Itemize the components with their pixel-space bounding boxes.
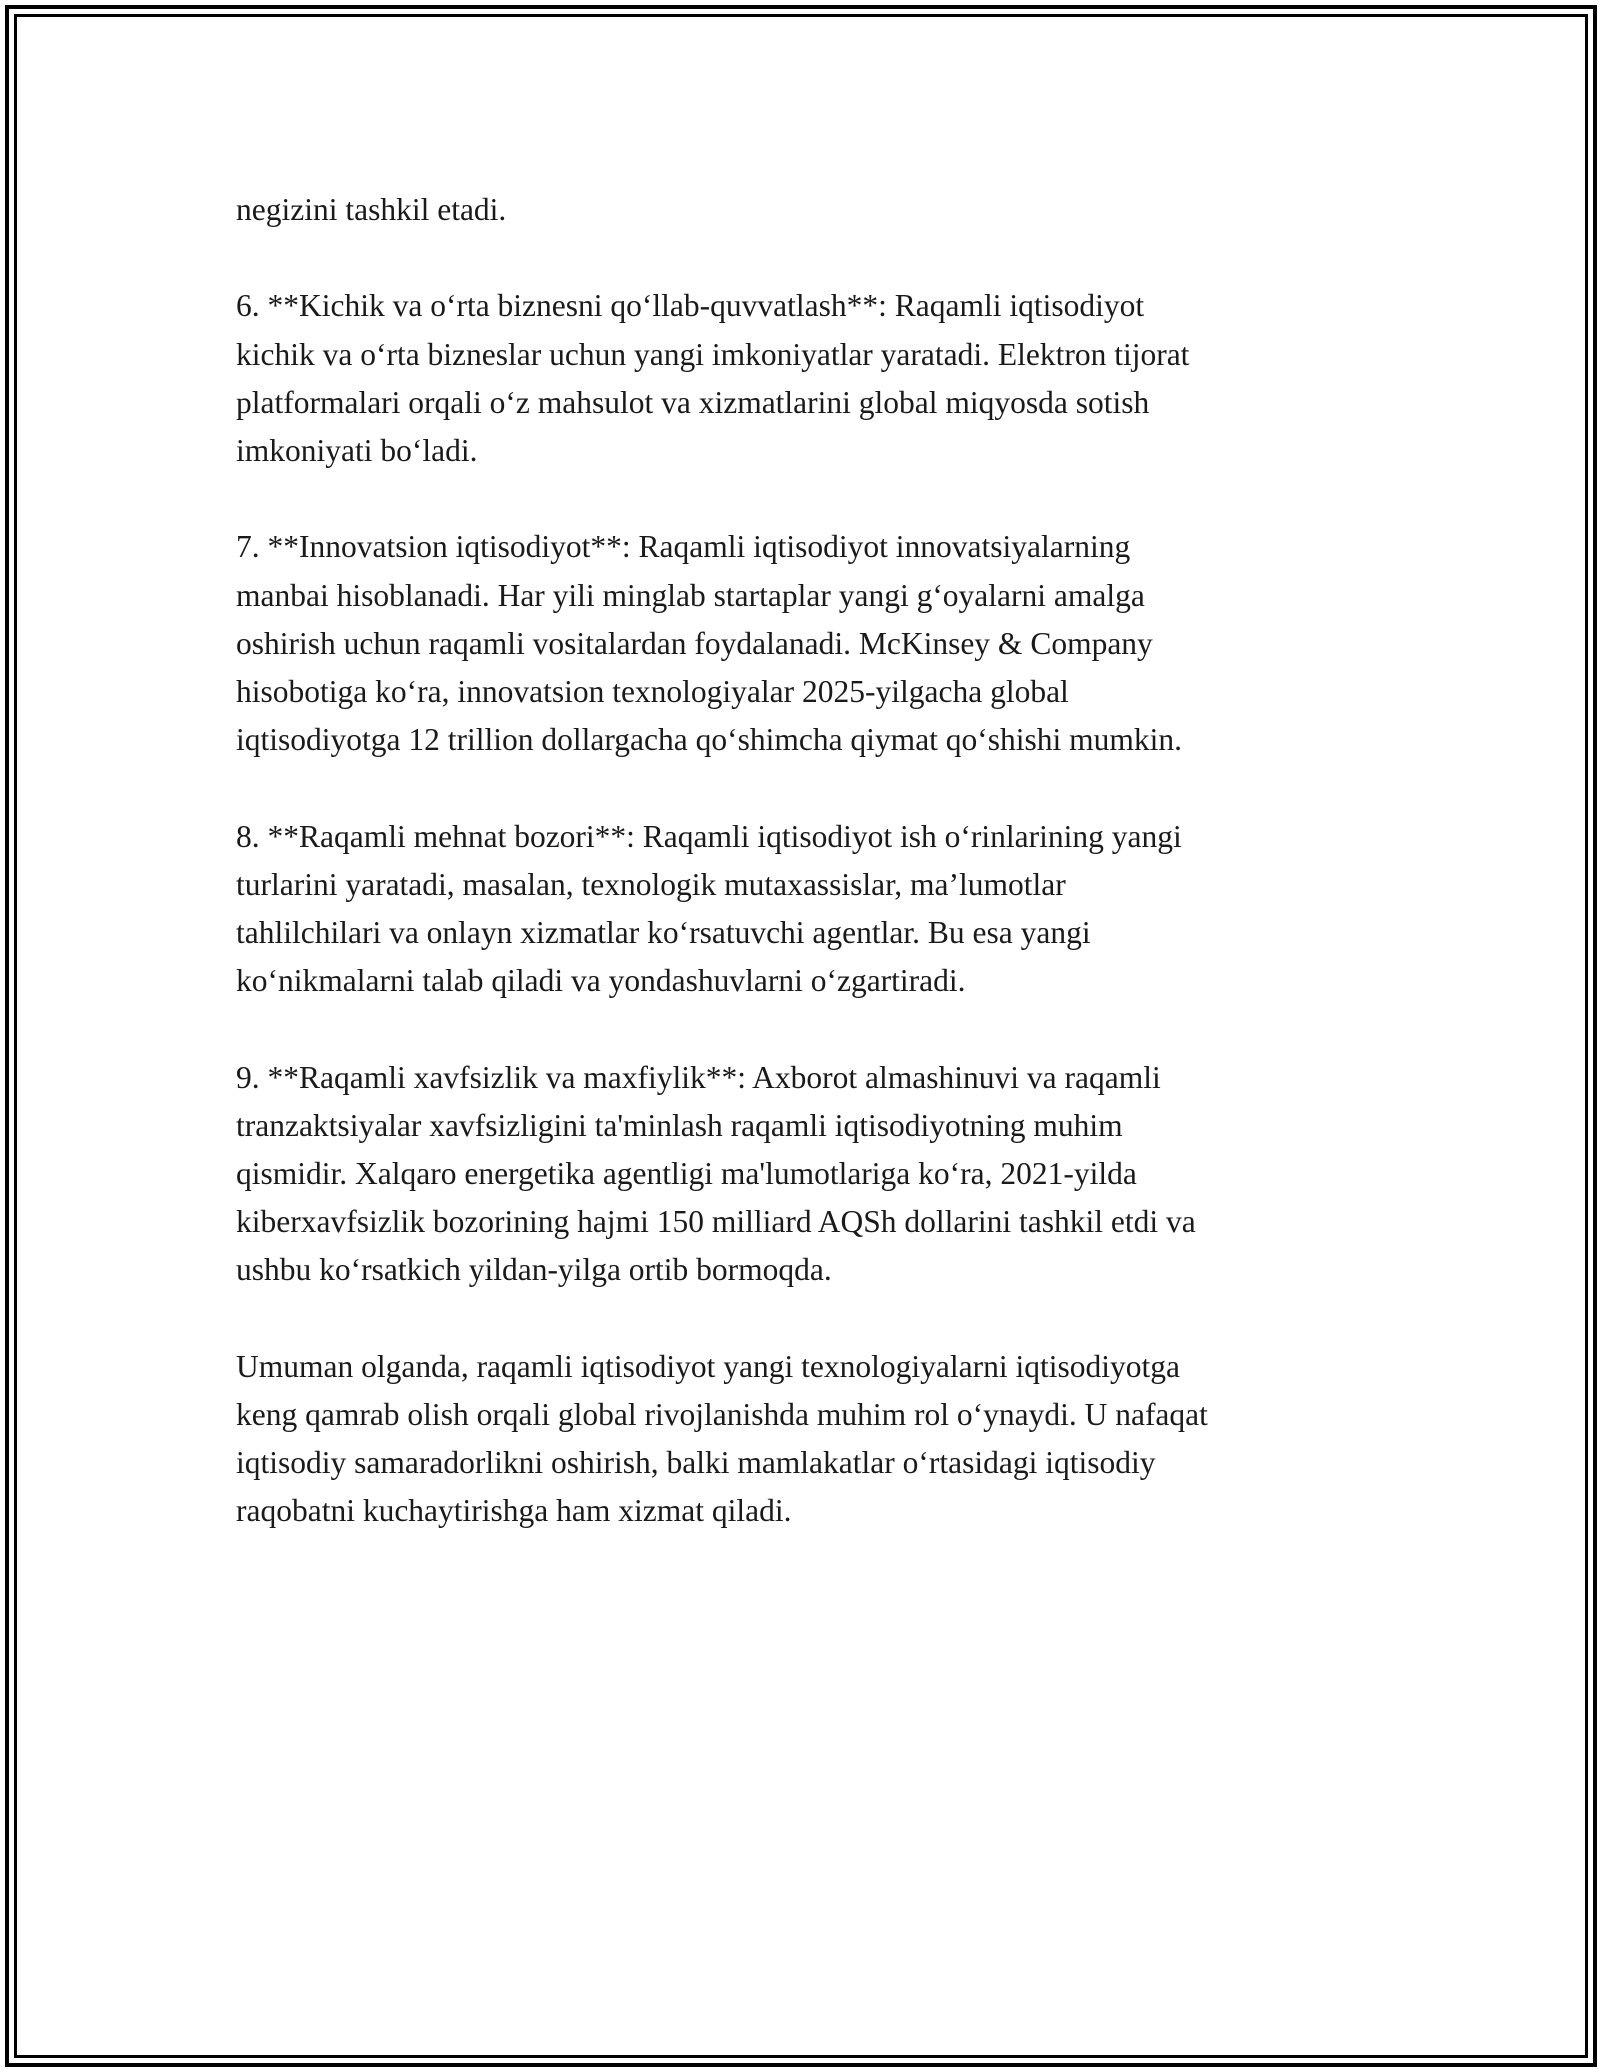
paragraph-item-7: [236, 523, 1396, 764]
text-line: ko‘nikmalarni talab qiladi va yondashuvlarni o‘zgartiradi.: [236, 963, 966, 999]
text-line: 9. **Raqamli xavfsizlik va maxfiylik**: Axborot almashinuvi va raqamli: [236, 1059, 1161, 1095]
text-line: kiberxavfsizlik bozorining hajmi 150 milliard AQSh dollarini tashkil etdi va: [236, 1204, 1196, 1240]
text-line: qismidir. Xalqaro energetika agentligi ma'lumotlariga ko‘ra, 2021-yilda: [236, 1156, 1137, 1191]
text-line: negizini tashkil etadi.: [236, 192, 507, 227]
text-line: tahlilchilari va onlayn xizmatlar ko‘rsatuvchi agentlar. Bu esa yangi: [236, 915, 1091, 950]
text-line: tranzaktsiyalar xavfsizligini ta'minlash raqamli iqtisodiyotning muhim: [236, 1107, 1123, 1143]
text-line: kichik va o‘rta bizneslar uchun yangi imkoniyatlar yaratadi. Elektron tijorat: [236, 336, 1190, 372]
text-line: iqtisodiyotga 12 trillion dollargacha qo‘shimcha qiymat qo‘shishi mumkin.: [236, 722, 1183, 758]
text-line: hisobotiga ko‘ra, innovatsion texnologiyalar 2025-yilgacha global: [236, 674, 1069, 709]
text-line: raqobatni kuchaytirishga ham xizmat qiladi.: [236, 1493, 792, 1529]
text-line: keng qamrab olish orqali global rivojlanishda muhim rol o‘ynaydi. U nafaqat: [236, 1397, 1208, 1432]
text-line: ushbu ko‘rsatkich yildan-yilga ortib bormoqda.: [236, 1252, 832, 1288]
paragraph-continuation: [236, 186, 1396, 234]
text-line: oshirish uchun raqamli vositalardan foydalanadi. McKinsey & Company: [236, 625, 1153, 661]
text-line: manbai hisoblanadi. Har yili minglab startaplar yangi g‘oyalarni amalga: [236, 577, 1145, 613]
text-line: 6. **Kichik va o‘rta biznesni qo‘llab-quvvatlash**: Raqamli iqtisodiyot: [236, 288, 1145, 324]
paragraph-item-9: [236, 1054, 1396, 1295]
paragraph-item-8: [236, 813, 1396, 1006]
text-line: 7. **Innovatsion iqtisodiyot**: Raqamli iqtisodiyot innovatsiyalarning: [236, 529, 1131, 565]
text-line: imkoniyati bo‘ladi.: [236, 433, 478, 468]
text-line: 8. **Raqamli mehnat bozori**: Raqamli iqtisodiyot ish o‘rinlarining yangi: [236, 818, 1182, 854]
text-line: turlarini yaratadi, masalan, texnologik mutaxassislar, ma’lumotlar: [236, 866, 1066, 902]
paragraph-item-6: [236, 282, 1396, 475]
document-body: [236, 186, 1396, 1584]
text-line: Umuman olganda, raqamli iqtisodiyot yangi texnologiyalarni iqtisodiyotga: [236, 1348, 1180, 1384]
text-line: platformalari orqali o‘z mahsulot va xizmatlarini global miqyosda sotish: [236, 384, 1150, 420]
paragraph-conclusion: [236, 1343, 1396, 1536]
text-line: iqtisodiy samaradorlikni oshirish, balki mamlakatlar o‘rtasidagi iqtisodiy: [236, 1445, 1156, 1481]
